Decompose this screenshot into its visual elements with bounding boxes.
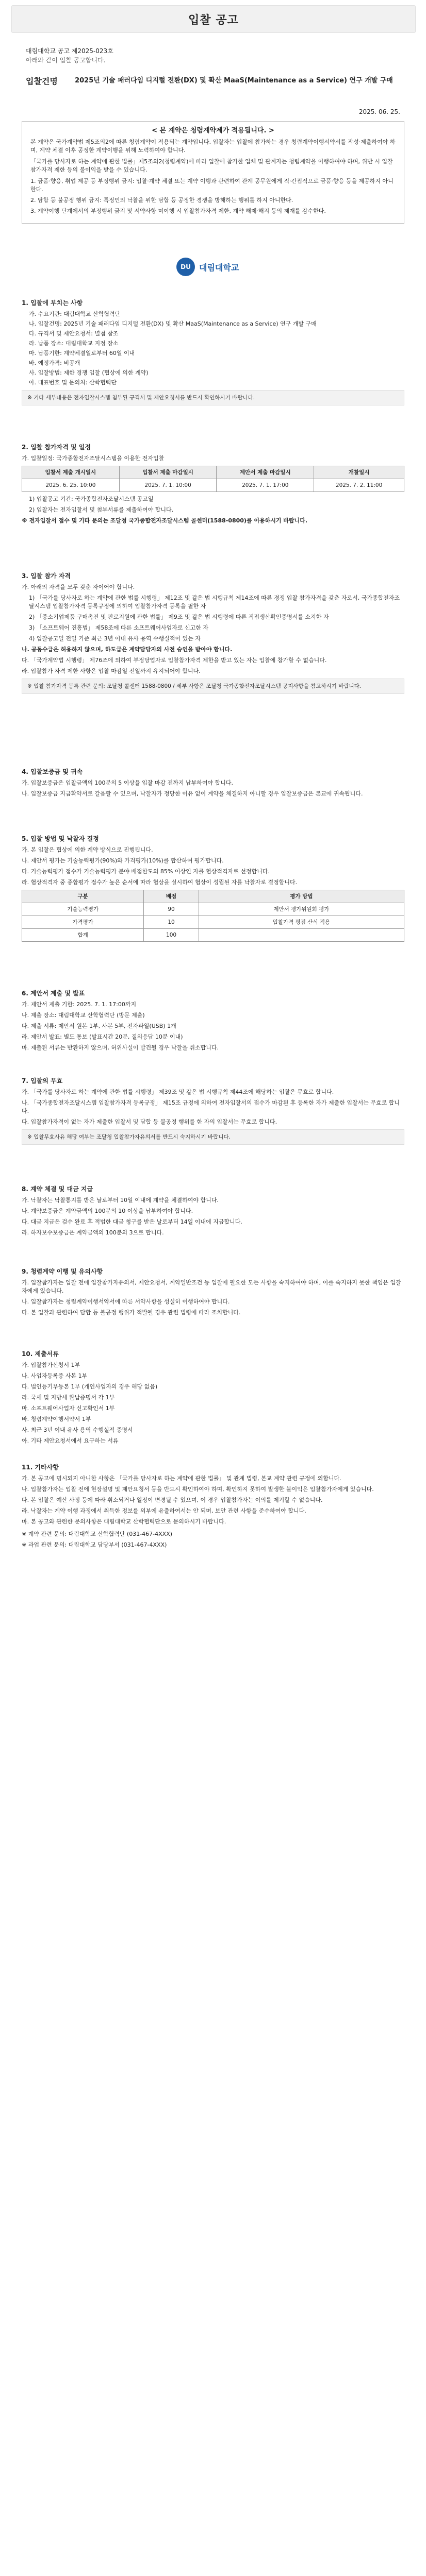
section-warning: ※ 전자입찰서 접수 및 기타 문의는 조달청 국가종합전자조달시스템 콜센터(1588-0800)를 이용하시기 바랍니다. (22, 517, 308, 524)
list-item: 바. 예정가격: 비공개 (29, 360, 80, 366)
integrity-item: 3. 계약이행 단계에서의 부정행위 금지 및 서약사항 미이행 시 입찰참가자격 제한, 계약 해제·해지 등의 제재를 감수한다. (30, 208, 326, 214)
list-item: 다. 본 입찰과 관련하여 담합 등 불공정 행위가 적발될 경우 관련 법령에 따라 조치합니다. (22, 1309, 241, 1316)
contact-line: ※ 과업 관련 문의: 대림대학교 담당부서 (031-467-4XXX) (22, 1541, 167, 1548)
list-item: 가. 제안서 제출 기한: 2025. 7. 1. 17:00까지 (22, 1001, 137, 1008)
section-7 (22, 1077, 404, 1148)
notice-number: 대림대학교 공고 제2025-023호 (26, 47, 113, 55)
section-title: 4. 입찰보증금 및 귀속 (22, 768, 83, 775)
table-header: 평가 방법 (199, 890, 404, 903)
list-item: 라. 협상적격자 중 종합평가 점수가 높은 순서에 따라 협상을 실시하여 협상이 성립된 자를 낙찰자로 결정합니다. (22, 879, 298, 886)
section-title: 7. 입찰의 무효 (22, 1077, 63, 1084)
section-lead: 가. 입찰일정: 국가종합전자조달시스템을 이용한 전자입찰 (22, 455, 165, 462)
section-title: 11. 기타사항 (22, 1464, 59, 1471)
list-item: 3) 「소프트웨어 진흥법」 제58조에 따른 소프트웨어사업자로 신고한 자 (29, 624, 209, 631)
list-item: 가. 낙찰자는 낙찰통지를 받은 날로부터 10일 이내에 계약을 체결하여야 합니다. (22, 1197, 219, 1204)
list-item: 나. 입찰보증금 지급확약서로 갈음할 수 있으며, 낙찰자가 정당한 이유 없이 계약을 체결하지 아니할 경우 입찰보증금은 본교에 귀속됩니다. (22, 790, 363, 797)
list-item: 2) 「중소기업제품 구매촉진 및 판로지원에 관한 법률」 제9조 및 같은 법 시행령에 따른 직접생산확인증명서를 소지한 자 (29, 614, 329, 620)
list-item: 다. 규격서 및 제안요청서: 별첨 참조 (29, 330, 119, 337)
section-title: 8. 계약 체결 및 대금 지급 (22, 1185, 93, 1193)
list-item: 라. 제안서 발표: 별도 통보 (발표시간 20분, 질의응답 10분 이내) (22, 1033, 183, 1040)
list-item: 나. 사업자등록증 사본 1부 (22, 1372, 88, 1379)
section-3 (22, 572, 404, 697)
table-header: 개찰일시 (314, 466, 404, 479)
integrity-notice-list (30, 177, 396, 215)
table-header: 입찰서 제출 마감일시 (119, 466, 217, 479)
list-item: 라. 입찰참가 자격 제한 사항은 입찰 마감일 전일까지 유지되어야 합니다. (22, 668, 201, 674)
list-item: 마. 본 공고와 관련한 문의사항은 대림대학교 산학협력단으로 문의하시기 바랍니다. (22, 1518, 226, 1525)
table-cell: 100 (144, 929, 199, 942)
list-item: 사. 최근 3년 이내 유사 용역 수행실적 증명서 (22, 1427, 133, 1433)
list-item: 라. 하자보수보증금은 계약금액의 100분의 3으로 합니다. (22, 1229, 164, 1236)
table-cell: 가격평가 (22, 916, 144, 929)
list-item: 나. 입찰건명: 2025년 기술 패러다임 디지털 전환(DX) 및 확산 MaaS(Maintenance as a Service) 연구 개발 구매 (29, 320, 317, 327)
notice-date: 2025. 06. 25. (358, 108, 400, 115)
section-list (22, 310, 404, 387)
list-item: 가. 「국가를 당사자로 하는 계약에 관한 법률 시행령」 제39조 및 같은 법 시행규칙 제44조에 해당하는 입찰은 무효로 합니다. (22, 1089, 334, 1095)
list-item: 가. 입찰보증금은 입찰금액의 100분의 5 이상을 입찰 마감 전까지 납부하여야 합니다. (22, 779, 233, 786)
bid-title-row (26, 75, 402, 87)
section-4 (22, 768, 404, 801)
list-item: 나. 입찰참가자는 입찰 전에 현장설명 및 제안요청서 등을 반드시 확인하여야 하며, 확인하지 못하여 발생한 불이익은 입찰참가자에게 있습니다. (22, 1486, 374, 1493)
notice-subline: 아래와 같이 입찰 공고합니다. (26, 57, 106, 64)
table-row (22, 479, 404, 492)
list-item: 라. 낙찰자는 계약 이행 과정에서 취득한 정보를 외부에 유출하여서는 안 되며, 보안 관련 사항을 준수하여야 합니다. (22, 1507, 306, 1514)
section-6 (22, 989, 404, 1055)
integrity-notice-box (22, 121, 404, 224)
table-row (22, 916, 404, 929)
section-warning: 나. 공동수급은 허용하지 않으며, 하도급은 계약담당자의 사전 승인을 받아야 합니다. (22, 646, 233, 653)
list-item: 다. 입찰참가자격이 없는 자가 제출한 입찰서 및 담합 등 불공정 행위를 한 자의 입찰서는 무효로 합니다. (22, 1118, 277, 1125)
schedule-table (22, 466, 404, 492)
table-header-row (22, 890, 404, 903)
section-5 (22, 835, 404, 945)
section-title: 3. 입찰 참가 자격 (22, 572, 71, 580)
list-item: 다. 「국가계약법 시행령」 제76조에 의하여 부정당업자로 입찰참가자격 제한을 받고 있는 자는 입찰에 참가할 수 없습니다. (22, 657, 327, 664)
university-logo (176, 258, 239, 276)
evaluation-table (22, 890, 404, 942)
list-item: 아. 기타 제안요청서에서 요구하는 서류 (22, 1437, 119, 1444)
list-item: 가. 본 공고에 명시되지 아니한 사항은 「국가를 당사자로 하는 계약에 관한 법률」 및 관계 법령, 본교 계약 관련 규정에 의합니다. (22, 1475, 341, 1482)
table-cell: 2025. 6. 25. 10:00 (22, 479, 120, 492)
header-bar (11, 5, 416, 33)
section-title: 5. 입찰 방법 및 낙찰자 결정 (22, 835, 99, 842)
list-item: 가. 본 입찰은 협상에 의한 계약 방식으로 진행됩니다. (22, 846, 153, 853)
list-item: 라. 납품 장소: 대림대학교 지정 장소 (29, 340, 119, 347)
section-note: ※ 입찰 참가자격 등록 관련 문의: 조달청 콜센터 1588-0800 / 세부 사항은 조달청 국가종합전자조달시스템 공지사항을 참고하시기 바랍니다. (22, 679, 404, 694)
bid-label: 입찰건명 (26, 76, 58, 86)
integrity-notice-p1: 본 계약은 국가계약법 제5조의2에 따른 청렴계약이 적용되는 계약입니다. 입찰자는 입찰에 참가하는 경우 청렴계약이행서약서를 작성·제출하여야 하며, 계약 체결 이후 공정한 계약이행을 위해 노력하여야 합니다. (30, 139, 396, 154)
table-cell: 10 (144, 916, 199, 929)
list-item: 바. 청렴계약이행서약서 1부 (22, 1416, 91, 1422)
table-cell: 90 (144, 903, 199, 916)
table-cell: 제안서 평가위원회 평가 (199, 903, 404, 916)
list-item: 나. 제출 장소: 대림대학교 산학협력단 (방문 제출) (22, 1012, 145, 1019)
list-item: 다. 법인등기부등본 1부 (개인사업자의 경우 해당 없음) (22, 1383, 158, 1390)
list-item: 마. 제출된 서류는 반환하지 않으며, 허위사실이 발견될 경우 낙찰을 취소합니다. (22, 1044, 219, 1051)
list-item: 라. 국세 및 지방세 완납증명서 각 1부 (22, 1394, 115, 1401)
table-cell: 2025. 7. 2. 11:00 (314, 479, 404, 492)
section-8 (22, 1185, 404, 1240)
table-cell: 입찰가격 평점 산식 적용 (199, 916, 404, 929)
section-title: 9. 청렴계약 이행 및 유의사항 (22, 1268, 103, 1275)
section-note: ※ 기타 세부내용은 전자입찰시스템 첨부된 규격서 및 제안요청서를 반드시 확인하시기 바랍니다. (22, 390, 404, 405)
section-title: 6. 제안서 제출 및 발표 (22, 990, 85, 997)
table-header: 입찰서 제출 개시일시 (22, 466, 120, 479)
table-cell (199, 929, 404, 942)
section-title: 1. 입찰에 부치는 사항 (22, 299, 83, 307)
page-title: 입찰 공고 (188, 13, 239, 27)
integrity-item: 1. 금품·향응, 취업 제공 등 부정행위 금지: 입찰·계약 체결 또는 계약 이행과 관련하여 관계 공무원에게 직·간접적으로 금품·향응 등을 제공하지 아니한다. (30, 178, 394, 193)
integrity-notice-p2: 「국가를 당사자로 하는 계약에 관한 법률」제5조의2(청렴계약)에 따라 입찰에 참가한 업체 및 관계자는 청렴계약을 이행하여야 하며, 위반 시 입찰참가자격 제한 등의 불이익을 받을 수 있습니다. (30, 158, 393, 173)
bid-name: 2025년 기술 패러다임 디지털 전환(DX) 및 확산 MaaS(Maintenance as a Service) 연구 개발 구매 (75, 77, 393, 84)
section-2 (22, 443, 404, 528)
section-1 (22, 299, 404, 409)
list-item: 나. 계약보증금은 계약금액의 100분의 10 이상을 납부하여야 합니다. (22, 1208, 193, 1214)
logo-mark: DU (176, 258, 195, 276)
table-cell: 2025. 7. 1. 17:00 (217, 479, 314, 492)
table-header: 제안서 제출 마감일시 (217, 466, 314, 479)
list-item: 다. 본 입찰은 예산 사정 등에 따라 취소되거나 일정이 변경될 수 있으며, 이 경우 입찰참가자는 이의를 제기할 수 없습니다. (22, 1497, 323, 1503)
list-item: 나. 입찰참가자는 청렴계약이행서약서에 따른 서약사항을 성실히 이행하여야 합니다. (22, 1298, 230, 1305)
table-header: 배점 (144, 890, 199, 903)
section-note: ※ 입찰무효사유 해당 여부는 조달청 입찰참가자유의서를 반드시 숙지하시기 바랍니다. (22, 1129, 404, 1145)
list-item: 가. 입찰참가신청서 1부 (22, 1362, 80, 1368)
list-item: 다. 대금 지급은 검수 완료 후 적법한 대금 청구를 받은 날로부터 14일 이내에 지급합니다. (22, 1218, 242, 1225)
list-item: 4) 입찰공고일 전일 기준 최근 3년 이내 유사 용역 수행실적이 있는 자 (29, 635, 201, 642)
table-cell: 2025. 7. 1. 10:00 (119, 479, 217, 492)
list-item: 다. 기술능력평가 점수가 기술능력평가 분야 배점한도의 85% 이상인 자를 협상적격자로 선정합니다. (22, 868, 270, 875)
list-item: 다. 제출 서류: 제안서 원본 1부, 사본 5부, 전자파일(USB) 1개 (22, 1023, 176, 1029)
table-cell: 기술능력평가 (22, 903, 144, 916)
list-item: 가. 수요기관: 대림대학교 산학협력단 (29, 311, 121, 317)
list-item: 아. 대표번호 및 문의처: 산학협력단 (29, 379, 117, 386)
section-title: 10. 제출서류 (22, 1350, 59, 1358)
integrity-notice-title: < 본 계약은 청렴계약제가 적용됩니다. > (152, 127, 274, 134)
section-lead: 가. 아래의 자격을 모두 갖춘 자이어야 합니다. (22, 584, 135, 590)
list-item: 나. 「국가종합전자조달시스템 입찰참가자격 등록규정」 제15조 규정에 의하여 전자입찰서의 접수가 마감된 후 등록한 자가 제출한 입찰서는 무효로 합니다. (22, 1099, 400, 1114)
table-cell: 합계 (22, 929, 144, 942)
list-item: 마. 납품기한: 계약체결일로부터 60일 이내 (29, 350, 135, 357)
table-row (22, 929, 404, 942)
table-header: 구분 (22, 890, 144, 903)
section-title: 2. 입찰 참가자격 및 일정 (22, 444, 91, 451)
list-item: 사. 입찰방법: 제한 경쟁 입찰 (협상에 의한 계약) (29, 369, 149, 376)
logo-name: 대림대학교 (199, 262, 239, 273)
table-header-row (22, 466, 404, 479)
notice-meta (26, 46, 113, 65)
list-item: 가. 입찰참가자는 입찰 전에 입찰참가자유의서, 제안요청서, 계약일반조건 등 입찰에 필요한 모든 사항을 숙지하여야 하며, 이를 숙지하지 못한 책임은 입찰자에게 있습니다. (22, 1279, 401, 1294)
list-item: 나. 제안서 평가는 기술능력평가(90%)와 가격평가(10%)를 합산하여 평가합니다. (22, 857, 224, 864)
table-row (22, 903, 404, 916)
section-9 (22, 1267, 404, 1319)
section-10 (22, 1350, 404, 1448)
section-11 (22, 1463, 404, 1552)
integrity-item: 2. 담합 등 불공정 행위 금지: 특정인의 낙찰을 위한 담합 등 공정한 경쟁을 방해하는 행위를 하지 아니한다. (30, 197, 293, 204)
section-note: 2) 입찰자는 전자입찰서 및 첨부서류를 제출하여야 합니다. (29, 506, 174, 513)
list-item: 1) 「국가를 당사자로 하는 계약에 관한 법률 시행령」 제12조 및 같은 법 시행규칙 제14조에 따른 경쟁 입찰 참가자격을 갖춘 자로서, 국가종합전자조달시스템 입찰참가자격 등록규정에 의하여 입찰참가자격 등록을 필한 자 (29, 595, 400, 609)
contact-line: ※ 계약 관련 문의: 대림대학교 산학협력단 (031-467-4XXX) (22, 1531, 173, 1537)
list-item: 마. 소프트웨어사업자 신고확인서 1부 (22, 1405, 115, 1412)
section-note: 1) 입찰공고 기간: 국가종합전자조달시스템 공고일 (29, 496, 154, 502)
